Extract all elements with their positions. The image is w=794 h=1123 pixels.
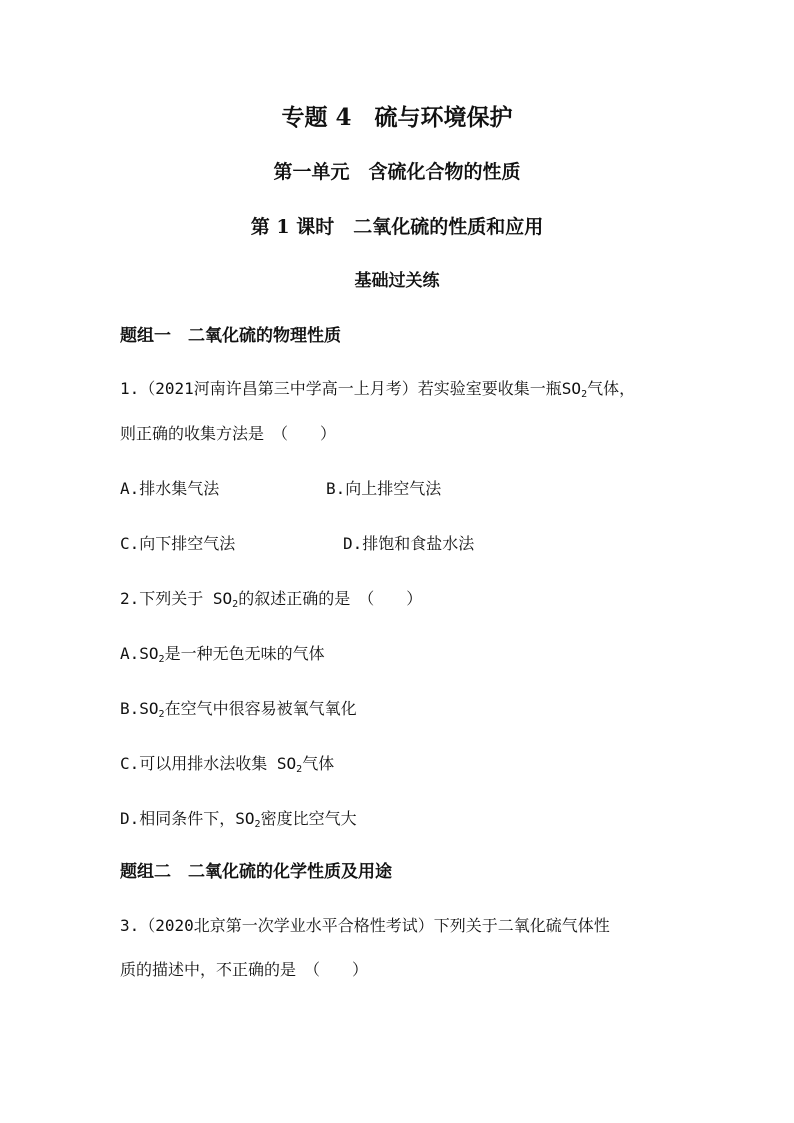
question-1-stem-line1: [120, 379, 636, 400]
question-1-option-b: B.向上排空气法: [326, 479, 442, 498]
question-3-stem-line2: 质的描述中，不正确的是 （ ）: [120, 960, 369, 979]
option-text: D.相同条件下，SO: [120, 809, 255, 828]
group-heading-2: 题组二 二氧化硫的化学性质及用途: [120, 862, 392, 882]
question-2-option-c: [120, 754, 335, 775]
question-1-stem-line2: 则正确的收集方法是 （ ）: [120, 424, 337, 443]
option-text: 密度比空气大: [260, 809, 357, 828]
option-text: 是一种无色无味的气体: [164, 644, 325, 663]
option-text: B.SO: [120, 699, 159, 718]
question-2-text: 的叙述正确的是 （ ）: [238, 589, 423, 608]
subscript: 2: [158, 709, 165, 720]
group-heading-1: 题组一 二氧化硫的物理性质: [120, 326, 341, 346]
question-1-option-d: D.排饱和食盐水法: [343, 534, 475, 553]
option-text: 气体: [302, 754, 335, 773]
subscript: 2: [254, 819, 261, 830]
subscript: 2: [581, 389, 588, 400]
subscript: 2: [296, 764, 303, 775]
question-1-text: 1.（2021河南许昌第三中学高一上月考）若实验室要收集一瓶SO: [120, 379, 582, 398]
question-2-option-a: [120, 644, 325, 665]
option-text: 在空气中很容易被氧气氧化: [164, 699, 357, 718]
question-2-option-d: [120, 809, 357, 830]
question-1-option-c: C.向下排空气法: [120, 534, 236, 553]
question-2-stem: [120, 589, 423, 610]
chapter-title: 专题 4 硫与环境保护: [281, 104, 513, 131]
question-1-text: 气体，: [587, 379, 636, 398]
unit-title: 第一单元 含硫化合物的性质: [273, 161, 521, 183]
question-3-stem-line1: 3.（2020北京第一次学业水平合格性考试）下列关于二氧化硫气体性: [120, 916, 610, 935]
lesson-title: 第 1 课时 二氧化硫的性质和应用: [250, 216, 544, 238]
option-text: A.SO: [120, 644, 159, 663]
section-title: 基础过关练: [354, 271, 440, 291]
option-text: C.可以用排水法收集 SO: [120, 754, 297, 773]
subscript: 2: [232, 599, 239, 610]
subscript: 2: [158, 654, 165, 665]
question-1-option-a: A.排水集气法: [120, 479, 220, 498]
question-2-option-b: [120, 699, 357, 720]
question-2-text: 2.下列关于 SO: [120, 589, 233, 608]
